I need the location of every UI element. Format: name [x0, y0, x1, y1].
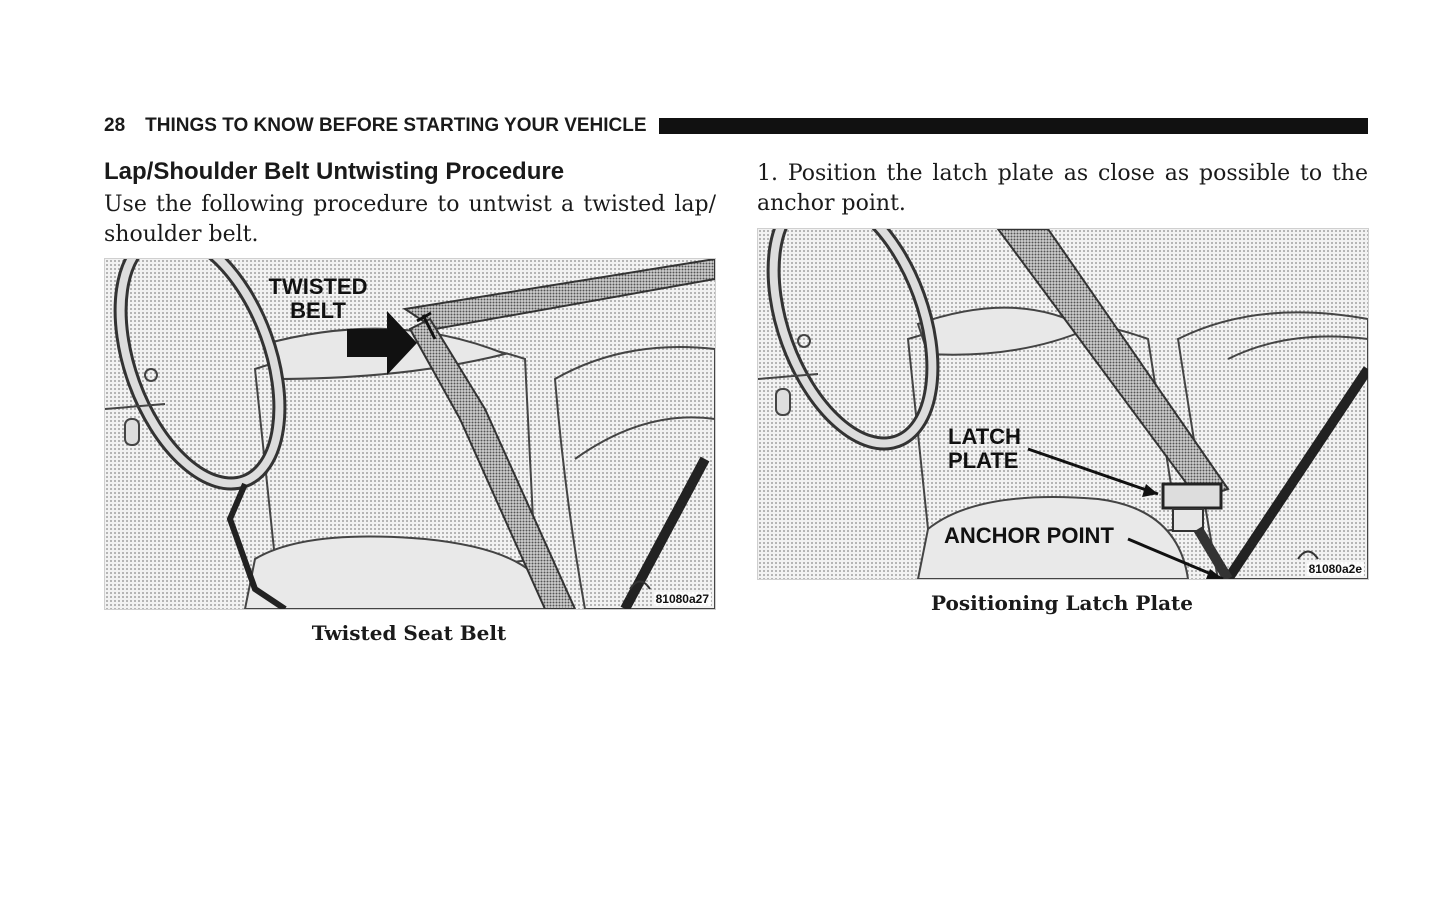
page-header — [104, 114, 1368, 138]
anchor-point-callout: ANCHOR POINT — [944, 523, 1114, 548]
callout-line-2: BELT — [290, 298, 346, 323]
figure-id: 81080a2e — [1308, 562, 1362, 576]
latch-plate-callout — [948, 425, 1021, 473]
callout-line-1: TWISTED — [268, 274, 368, 299]
latch-line-2: PLATE — [948, 448, 1019, 473]
step-1-paragraph: 1. Position the latch plate as close as possible to the anchor point. — [757, 161, 1368, 216]
latch-plate-illustration — [757, 228, 1369, 580]
twisted-belt-drawing — [105, 259, 715, 609]
twisted-belt-illustration — [104, 258, 716, 610]
figure-caption: Twisted Seat Belt — [311, 621, 507, 645]
latch-line-1: LATCH — [948, 424, 1021, 449]
figure-caption: Positioning Latch Plate — [930, 591, 1193, 615]
figure-id: 81080a27 — [655, 592, 709, 606]
intro-paragraph: Use the following procedure to untwist a twisted lap/ shoulder belt. — [104, 192, 716, 247]
section-title: THINGS TO KNOW BEFORE STARTING YOUR VEHICLE — [145, 115, 647, 136]
header-rule — [659, 118, 1368, 134]
twisted-belt-callout — [255, 275, 381, 323]
procedure-heading: Lap/Shoulder Belt Untwisting Procedure — [104, 158, 565, 185]
page-number: 28 — [104, 115, 126, 136]
